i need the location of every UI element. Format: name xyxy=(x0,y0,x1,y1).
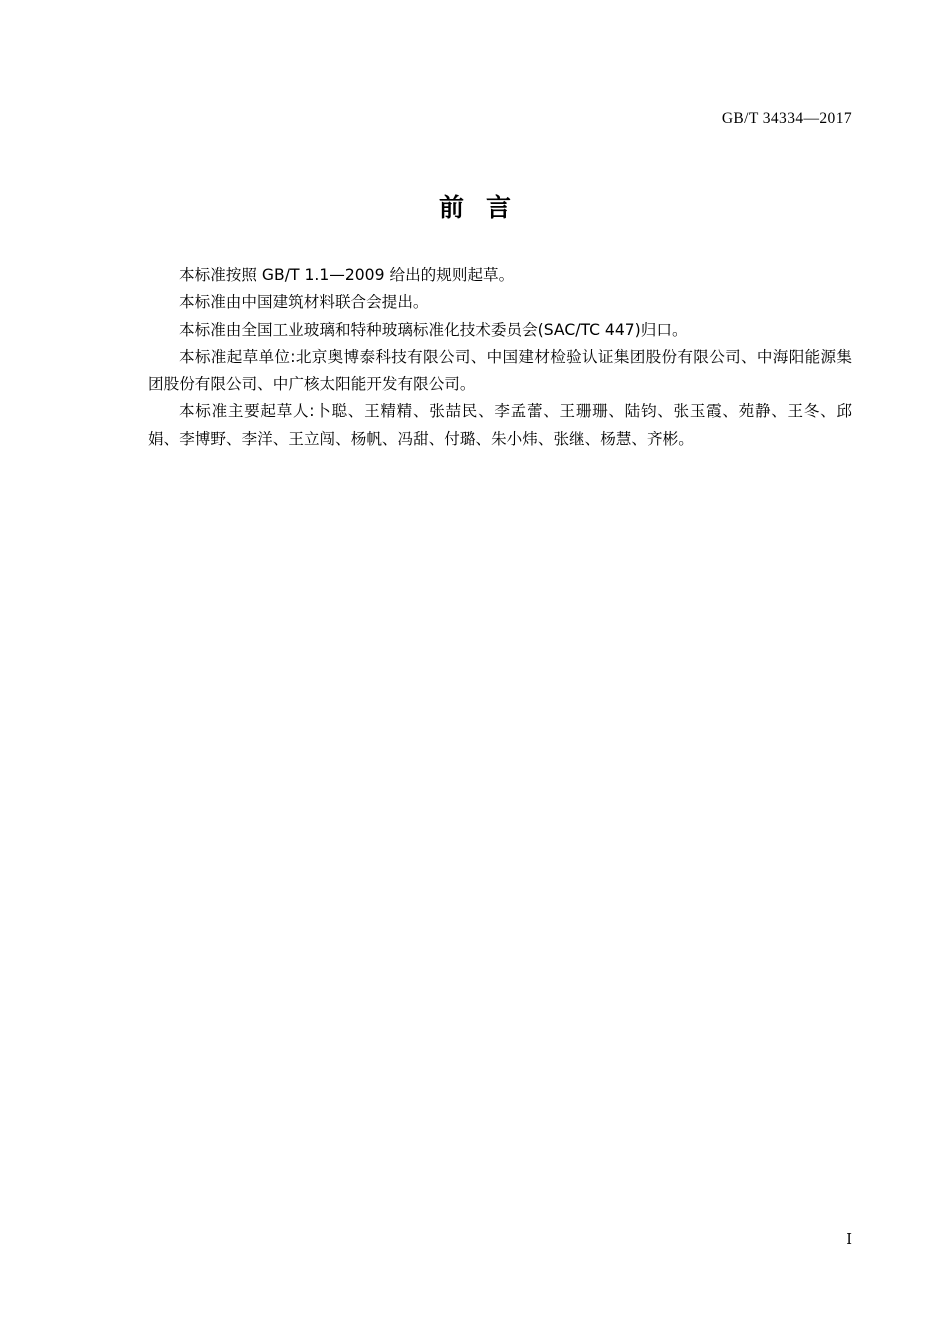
page-title: 前言 xyxy=(438,193,533,222)
paragraph: 本标准按照 GB/T 1.1—2009 给出的规则起草。 xyxy=(179,266,515,284)
foreword-body xyxy=(148,262,852,453)
paragraph: 本标准起草单位:北京奥博泰科技有限公司、中国建材检验认证集团股份有限公司、中海阳能源集团股份有限公司、中广核太阳能开发有限公司。 xyxy=(148,347,852,394)
page-number: Ⅰ xyxy=(846,1232,852,1248)
paragraph: 本标准由中国建筑材料联合会提出。 xyxy=(179,293,429,312)
paragraph: 本标准主要起草人:卜聪、王精精、张喆民、李孟蕾、王珊珊、陆钧、张玉霞、苑静、王冬、邱娟、李博野、李洋、王立闯、杨帆、冯甜、付璐、朱小炜、张继、杨慧、齐彬。 xyxy=(148,402,852,448)
standard-number-header: GB/T 34334—2017 xyxy=(721,110,852,127)
paragraph: 本标准由全国工业玻璃和特种玻璃标准化技术委员会(SAC/TC 447)归口。 xyxy=(179,320,688,339)
